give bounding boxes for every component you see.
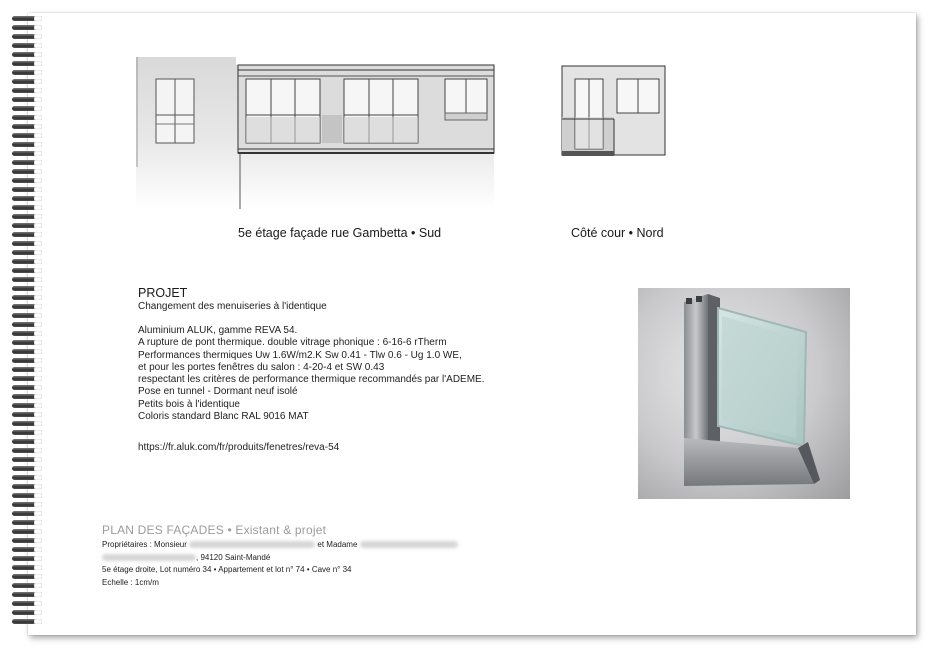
spiral-ring (12, 412, 36, 417)
spiral-ring (12, 619, 36, 624)
spiral-ring (12, 61, 36, 66)
spiral-ring (12, 106, 36, 111)
spec-line: Aluminium ALUK, gamme REVA 54. (138, 325, 298, 336)
spiral-ring (12, 88, 36, 93)
spiral-ring (12, 196, 36, 201)
spiral-ring (12, 367, 36, 372)
south-elevation-caption: 5e étage façade rue Gambetta • Sud (238, 226, 442, 240)
spiral-ring (12, 241, 36, 246)
spiral-ring (12, 52, 36, 57)
spiral-ring (12, 484, 36, 489)
spiral-ring (12, 142, 36, 147)
address-line (102, 552, 458, 565)
spiral-ring (12, 601, 36, 606)
spiral-ring (12, 340, 36, 345)
window-profile-photo (638, 288, 850, 499)
redacted-name (360, 541, 458, 548)
projet-subtitle: Changement des menuiseries à l'identique (138, 301, 327, 312)
specs-list (138, 325, 485, 423)
spiral-ring (12, 250, 36, 255)
spiral-ring (12, 493, 36, 498)
spiral-ring (12, 475, 36, 480)
spiral-ring (12, 574, 36, 579)
owners-line (102, 539, 458, 552)
scale-line: Echelle : 1cm/m (102, 577, 159, 587)
spiral-ring (12, 115, 36, 120)
spiral-ring (12, 70, 36, 75)
spiral-ring (12, 520, 36, 525)
spiral-ring (12, 538, 36, 543)
spiral-ring (12, 331, 36, 336)
window-profile-illustration (638, 288, 850, 499)
spec-line: respectant les critères de performance thermique recommandés par l'ADEME. (138, 374, 485, 386)
owners-mid: et Madame (317, 540, 358, 549)
spiral-ring (12, 583, 36, 588)
spiral-ring (12, 439, 36, 444)
owners-block (102, 539, 458, 589)
spiral-ring (12, 556, 36, 561)
spiral-ring (12, 448, 36, 453)
spiral-ring (12, 259, 36, 264)
spiral-ring (12, 169, 36, 174)
spiral-ring (12, 295, 36, 300)
spiral-binding (12, 16, 42, 638)
spiral-ring (12, 610, 36, 615)
spiral-ring (12, 187, 36, 192)
spec-line: Performances thermiques Uw 1.6W/m2.K Sw 0.41 - Tlw 0.6 - Ug 1.0 WE, (138, 349, 462, 361)
owners-prefix: Propriétaires : Monsieur (102, 540, 187, 549)
spiral-ring (12, 502, 36, 507)
address-suffix: , 94120 Saint-Mandé (196, 552, 271, 562)
spiral-ring (12, 322, 36, 327)
spiral-ring (12, 385, 36, 390)
north-elevation-caption: Côté cour • Nord (571, 226, 664, 240)
spiral-ring (12, 547, 36, 552)
spiral-ring (12, 34, 36, 39)
lot-line: 5e étage droite, Lot numéro 34 • Appartement et lot n° 74 • Cave n° 34 (102, 565, 352, 575)
spiral-ring (12, 430, 36, 435)
redacted-address (102, 554, 196, 561)
spiral-ring (12, 304, 36, 309)
spec-line: A rupture de pont thermique. double vitrage phonique : 6-16-6 rTherm (138, 337, 447, 349)
spiral-ring (12, 124, 36, 129)
spiral-ring (12, 376, 36, 381)
spiral-ring (12, 466, 36, 471)
spiral-ring (12, 457, 36, 462)
spiral-ring (12, 394, 36, 399)
spiral-ring (12, 160, 36, 165)
spiral-ring (12, 313, 36, 318)
spec-line: et pour les portes fenêtres du salon : 4-20-4 et SW 0.43 (138, 361, 385, 373)
spec-line: Coloris standard Blanc RAL 9016 MAT (138, 411, 309, 423)
plan-title: PLAN DES FAÇADES • Existant & projet (102, 523, 327, 537)
spec-line: Pose en tunnel - Dormant neuf isolé (138, 386, 298, 398)
spiral-ring (12, 214, 36, 219)
spiral-ring (12, 205, 36, 210)
spiral-ring (12, 223, 36, 228)
north-elevation-drawing (561, 65, 667, 157)
spiral-ring (12, 232, 36, 237)
spiral-ring (12, 421, 36, 426)
south-elevation-drawing (136, 57, 496, 209)
spiral-ring (12, 277, 36, 282)
spiral-ring (12, 178, 36, 183)
spiral-ring (12, 268, 36, 273)
spec-line: Petits bois à l'identique (138, 398, 240, 410)
spiral-ring (12, 43, 36, 48)
redacted-name (189, 541, 315, 548)
spiral-ring (12, 16, 36, 21)
spiral-ring (12, 529, 36, 534)
spiral-ring (12, 565, 36, 570)
spiral-ring (12, 286, 36, 291)
spiral-ring (12, 403, 36, 408)
spiral-ring (12, 25, 36, 30)
spiral-ring (12, 151, 36, 156)
projet-title: PROJET (138, 286, 188, 300)
product-url: https://fr.aluk.com/fr/produits/fenetres/reva-54 (138, 442, 340, 453)
spiral-ring (12, 511, 36, 516)
spiral-ring (12, 358, 36, 363)
spiral-ring (12, 592, 36, 597)
spiral-ring (12, 97, 36, 102)
spiral-ring (12, 349, 36, 354)
spiral-ring (12, 79, 36, 84)
spiral-ring (12, 133, 36, 138)
